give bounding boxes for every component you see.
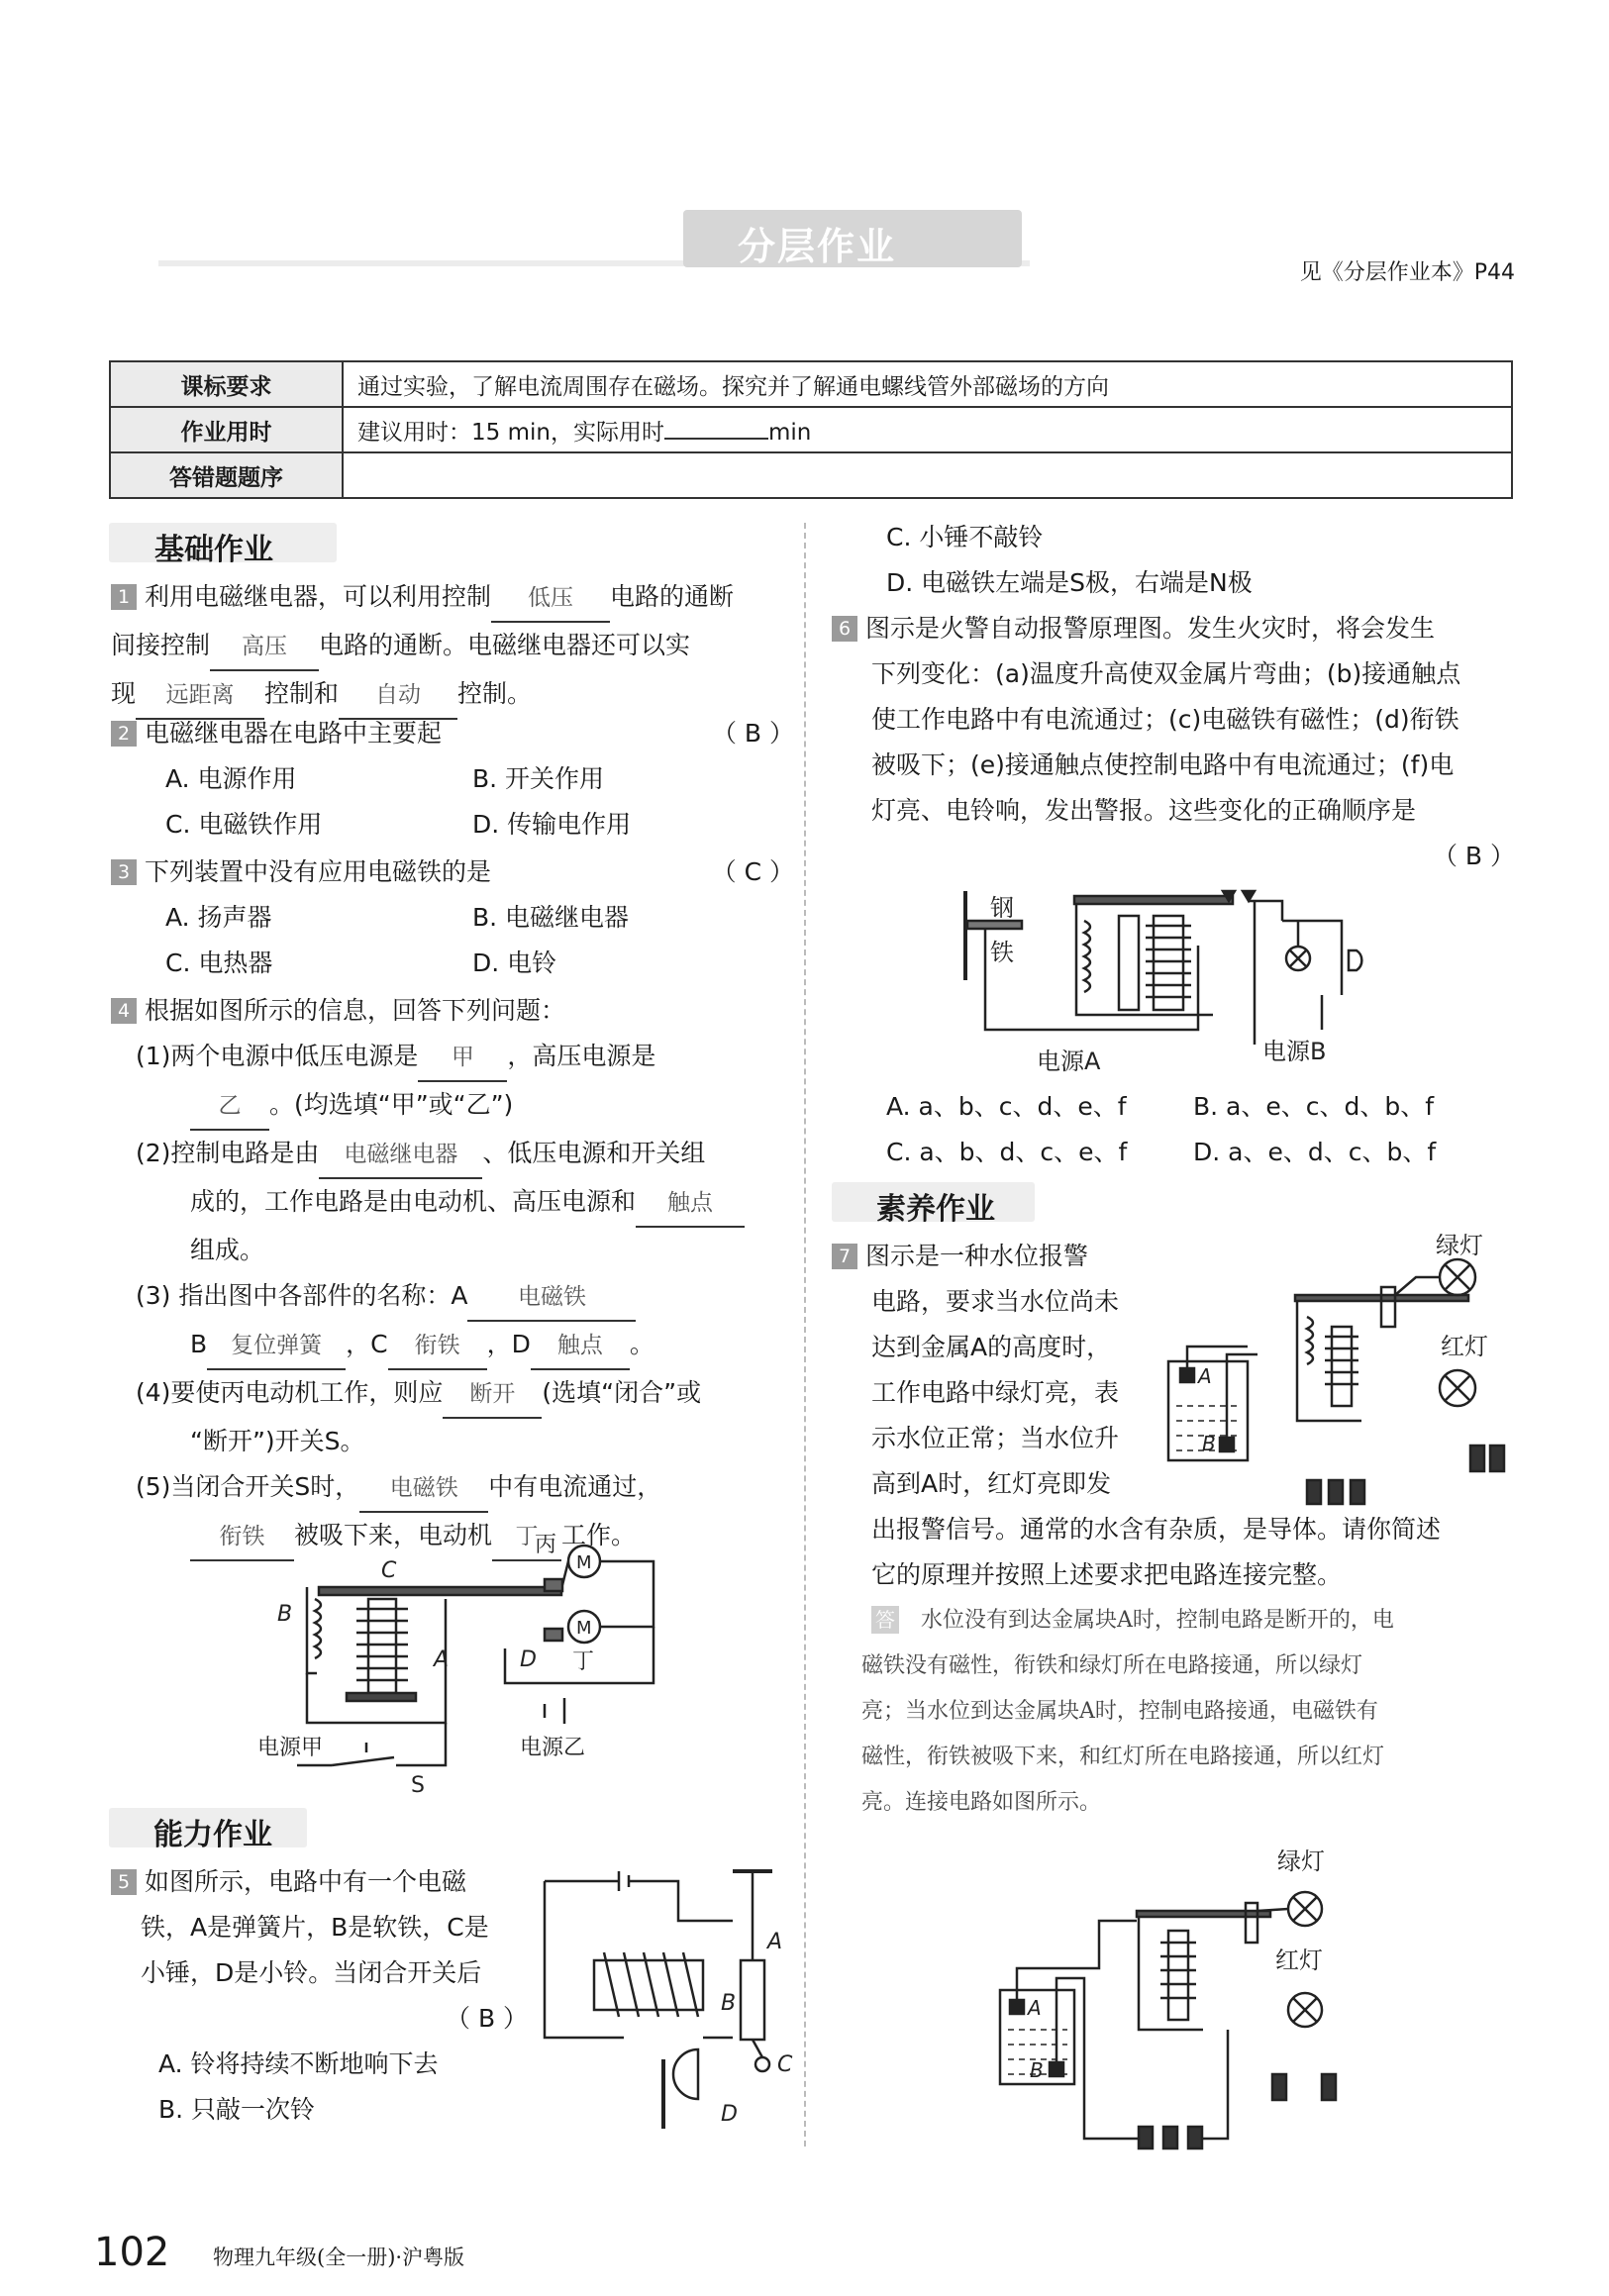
q7-text: 它的原理并按照上述要求把电路连接完整。 (871, 1560, 1343, 1589)
upper-contact (545, 1579, 562, 1591)
battery-icon (1490, 1446, 1504, 1471)
q4-text: (5)当闭合开关S时， (136, 1472, 360, 1501)
switch-s[interactable] (332, 1757, 394, 1765)
question-4 (111, 988, 794, 1561)
q5-text: 小锤，D是小铃。当闭合开关后 (141, 1958, 482, 1987)
q4-text: 工作。 (561, 1521, 637, 1549)
motor-label: M (576, 1552, 592, 1573)
label-iron: 铁 (990, 939, 1014, 966)
workbook-reference: 见《分层作业本》P44 (1299, 260, 1515, 285)
q5-text: 如图所示，电路中有一个电磁 (145, 1867, 467, 1896)
bell-D (673, 2049, 698, 2099)
option-d[interactable]: D. 电磁铁左端是S极，右端是N极 (886, 568, 1253, 597)
q6-text: 灯亮、电铃响，发出警报。这些变化的正确顺序是 (871, 796, 1417, 825)
page-title: 分层作业 (738, 225, 897, 268)
metal-block-A (1180, 1368, 1194, 1382)
question-number: 7 (832, 1244, 857, 1269)
contact-upper (1243, 891, 1255, 901)
lamp-cross (1293, 1897, 1317, 1921)
option-d[interactable]: D. 传输电作用 (472, 810, 632, 839)
q7-text: 工作电路中绿灯亮，表 (871, 1378, 1120, 1407)
label-C: C (777, 2052, 793, 2077)
option-a[interactable]: A. 电源作用 (165, 764, 297, 793)
q7-text: 电路，要求当水位尚未 (871, 1287, 1120, 1316)
fire-alarm-figure (955, 881, 1391, 1079)
q1-answer-3: 远距离 (136, 672, 264, 720)
iron-core (1168, 1931, 1188, 2020)
lamp-cross (1446, 1265, 1469, 1289)
label-green-lamp: 绿灯 (1436, 1232, 1483, 1259)
wire (1187, 1347, 1248, 1368)
option-c[interactable]: C. 小锤不敲铃 (886, 523, 1044, 551)
armature-bar (319, 1587, 561, 1595)
battery-icon (1329, 1480, 1343, 1504)
table-cell (343, 407, 1512, 452)
q1-answer-4: 自动 (339, 672, 457, 720)
control-wire (396, 1723, 446, 1765)
q4-answer: 电磁继电器 (319, 1132, 482, 1179)
label-red-lamp: 红灯 (1275, 1947, 1323, 1974)
question-7-cont (871, 1507, 1515, 1598)
label-A: A (434, 1647, 450, 1672)
section-basic-title: 基础作业 (154, 533, 273, 567)
q4-text: (4)要使丙电动机工作，则应 (136, 1378, 444, 1407)
table-row (110, 407, 1512, 452)
label-B: B (721, 1991, 737, 2016)
relay-post (1119, 916, 1139, 1010)
lamp-cross (1293, 1998, 1317, 2022)
option-c[interactable]: C. a、b、d、c、e、f (886, 1138, 1128, 1166)
q4-stem: 根据如图所示的信息，回答下列问题： (145, 996, 566, 1025)
q3-answer: （ C ） (711, 857, 794, 886)
label-B: B (1202, 1432, 1216, 1455)
electromagnet-coil (1146, 926, 1191, 997)
spring-coil (315, 1599, 321, 1658)
table-row (110, 452, 1512, 498)
electromagnet-coil (1160, 1943, 1196, 1998)
section-ability-title: 能力作业 (153, 1818, 272, 1852)
q4-text: 中有电流通过， (488, 1472, 662, 1501)
q6-answer: （ B ） (1432, 842, 1515, 870)
spring-coil (1084, 921, 1090, 992)
wire (1395, 1277, 1440, 1295)
wire (1257, 1909, 1288, 1911)
soft-iron-B (741, 1960, 764, 2040)
actual-time-blank[interactable] (664, 438, 768, 440)
wire (1017, 1921, 1137, 2000)
label-C: C (381, 1558, 397, 1583)
battery-icon (1272, 2074, 1286, 2100)
wire (1056, 1978, 1139, 2139)
label-B: B (277, 1602, 293, 1627)
hammer-arm (753, 2040, 762, 2057)
label-source-B: 电源B (1262, 1038, 1327, 1065)
battery-icon (1307, 1480, 1321, 1504)
question-number: 5 (111, 1869, 137, 1895)
q7-text: 高到A时，红灯亮即发 (871, 1469, 1112, 1498)
question-5 (111, 1859, 556, 1996)
option-b[interactable]: B. 只敲一次铃 (158, 2095, 316, 2124)
question-number: 1 (111, 584, 137, 610)
question-1 (111, 574, 794, 720)
q4-answer: 触点 (531, 1323, 630, 1370)
q1-text: 间接控制 (111, 631, 211, 659)
motor-label: M (576, 1618, 592, 1639)
label-B: B (1030, 2058, 1044, 2082)
work-wire (1282, 921, 1342, 995)
q6-text: 图示是火警自动报警原理图。发生火灾时，将会发生 (865, 614, 1436, 643)
q7-text: 出报警信号。通常的水含有杂质，是导体。请你简述 (871, 1515, 1442, 1544)
table-cell: 通过实验，了解电流周围存在磁场。探究并了解通电螺线管外部磁场的方向 (343, 361, 1512, 407)
water-alarm-figure (1158, 1232, 1515, 1505)
q1-text: 电路的通断 (610, 582, 735, 611)
battery-icon (1139, 2127, 1153, 2148)
q4-answer: 电磁铁 (359, 1465, 488, 1513)
label-source-jia: 电源甲 (257, 1736, 324, 1760)
battery-icon (1163, 2127, 1177, 2148)
label-bing: 丙 (535, 1533, 557, 1557)
option-b[interactable]: B. a、e、c、d、b、f (1193, 1092, 1435, 1121)
label-A: A (1198, 1364, 1212, 1388)
question-number: 2 (111, 721, 137, 747)
label-D: D (520, 1647, 537, 1672)
electromagnet-coil (1325, 1337, 1358, 1384)
question-number: 4 (111, 998, 137, 1024)
q6-text: 下列变化：(a)温度升高使双金属片弯曲；(b)接通触点 (871, 659, 1461, 688)
relay-frame (1139, 1917, 1203, 2030)
wire (1202, 2030, 1228, 2139)
column-divider (804, 523, 806, 2146)
q1-text: 现 (111, 679, 137, 708)
wrong-answers-cell[interactable] (343, 452, 1512, 498)
q4-text: ，C (346, 1330, 388, 1358)
suggested-time: 建议用时：15 min，实际用时 (357, 419, 664, 446)
question-number: 6 (832, 616, 857, 642)
answer-line: 水位没有到达金属块A时，控制电路是断开的，电 (921, 1608, 1394, 1633)
q2-answer: （ B ） (711, 719, 794, 748)
armature (1074, 896, 1233, 904)
lower-contact (545, 1629, 562, 1641)
q6-text: 被吸下；(e)接通触点使控制电路中有电流通过；(f)电 (871, 750, 1455, 779)
answer-line: 亮。连接电路如图所示。 (861, 1790, 1102, 1815)
q4-text: (3) 指出图中各部件的名称：A (136, 1281, 468, 1310)
q4-answer: 断开 (443, 1371, 542, 1419)
q1-text: 控制。 (457, 679, 533, 708)
q4-answer: 甲 (418, 1035, 507, 1082)
q4-text: B (190, 1330, 208, 1358)
q4-text: (1)两个电源中低压电源是 (136, 1042, 419, 1070)
label-switch: S (411, 1773, 425, 1798)
book-title: 物理九年级(全一册)·沪粤版 (213, 2246, 465, 2269)
q5-answer: （ B ） (446, 2004, 529, 2033)
question-3 (111, 849, 794, 986)
work-wire (600, 1561, 654, 1627)
electromagnet-coil (356, 1609, 408, 1680)
hammer-C (755, 2057, 769, 2071)
work-wire (562, 1561, 568, 1585)
contact-post (1381, 1287, 1395, 1327)
label-red-lamp: 红灯 (1441, 1333, 1488, 1360)
label-D: D (721, 2102, 738, 2127)
q4-answer: 电磁铁 (467, 1274, 636, 1322)
battery-icon (1351, 1480, 1364, 1504)
q4-text: 。 (629, 1330, 654, 1358)
contact-post (1246, 1903, 1257, 1943)
q1-answer-1: 低压 (491, 575, 610, 623)
q1-answer-2: 高压 (210, 624, 319, 671)
table-header-cell: 课标要求 (110, 361, 343, 407)
spring-coil (1307, 1317, 1313, 1364)
q4-answer: 衔铁 (190, 1514, 294, 1561)
q4-answer: 乙 (190, 1083, 269, 1131)
q4-text: ，高压电源是 (507, 1042, 656, 1070)
question-6 (832, 606, 1515, 879)
option-a[interactable]: A. a、b、c、d、e、f (886, 1092, 1127, 1121)
q4-text: 、低压电源和开关组 (482, 1139, 706, 1167)
q1-text: 控制和 (264, 679, 340, 708)
section-literacy-title: 素养作业 (876, 1192, 995, 1227)
q7-text: 示水位正常；当水位升 (871, 1424, 1120, 1452)
label-green-lamp: 绿灯 (1277, 1847, 1325, 1875)
water-alarm-answer-figure (990, 1847, 1366, 2148)
time-unit: min (767, 419, 812, 446)
question-7 (832, 1234, 1158, 1507)
electromagnet-coil (604, 1952, 698, 2017)
bell-icon (1349, 950, 1361, 970)
q7-text: 达到金属A的高度时， (871, 1333, 1112, 1361)
option-d[interactable]: D. a、e、d、c、b、f (1193, 1138, 1437, 1166)
answer-line: 亮；当水位到达金属块A时，控制电路接通，电磁铁有 (861, 1699, 1378, 1724)
option-a[interactable]: A. 扬声器 (165, 903, 272, 932)
wire (1227, 1354, 1257, 1438)
q5-text: 铁，A是弹簧片，B是软铁，C是 (141, 1913, 489, 1942)
label-source-yi: 电源乙 (520, 1736, 586, 1760)
table-header-cell: 答错题题序 (110, 452, 343, 498)
battery-icon (1470, 1446, 1484, 1471)
q4-text: 。(均选填“甲”或“乙”) (269, 1090, 514, 1119)
q1-text: 利用电磁继电器，可以利用控制 (145, 582, 492, 611)
control-circuit-wire (307, 1599, 446, 1723)
q6-text: 使工作电路中有电流通过；(c)电磁铁有磁性；(d)衔铁 (871, 705, 1459, 734)
q4-text: (2)控制电路是由 (136, 1139, 320, 1167)
label-ding: 丁 (572, 1649, 595, 1674)
q7-text: 图示是一种水位报警 (865, 1242, 1089, 1270)
table-header-cell: 作业用时 (110, 407, 343, 452)
q1-text: 电路的通断。电磁继电器还可以实 (319, 631, 691, 659)
q3-stem: 下列装置中没有应用电磁铁的是 (145, 857, 492, 886)
lamp-cross (1290, 950, 1306, 966)
option-d[interactable]: D. 电铃 (472, 948, 557, 977)
q4-answer: 复位弹簧 (207, 1323, 346, 1370)
question-2 (111, 711, 794, 848)
requirement-table (109, 360, 1513, 499)
metal-block-B (1050, 2062, 1063, 2076)
label-steel: 钢 (990, 894, 1014, 922)
label-A: A (767, 1930, 783, 1954)
q4-text: “断开”)开关S。 (190, 1427, 365, 1455)
q7-answer-text (861, 1598, 1515, 1826)
armature (1137, 1911, 1270, 1917)
option-b[interactable]: B. 开关作用 (472, 764, 605, 793)
option-c[interactable]: C. 电磁铁作用 (165, 810, 323, 839)
q4-answer: 丁 (492, 1514, 561, 1561)
q4-text: (选填“闭合”或 (542, 1378, 702, 1407)
bell-circuit-figure (525, 1861, 802, 2129)
label-A: A (1028, 1996, 1042, 2020)
q2-stem: 电磁继电器在电路中主要起 (145, 719, 443, 748)
answer-line: 磁性，衔铁被吸下来，和红灯所在电路接通，所以红灯 (861, 1745, 1385, 1769)
page-number: 102 (94, 2230, 170, 2275)
option-a[interactable]: A. 铃将持续不断地响下去 (158, 2049, 439, 2078)
answer-mark: 答 (871, 1606, 899, 1634)
q4-text: 被吸下来，电动机 (294, 1521, 493, 1549)
wire (629, 1881, 733, 1921)
battery-icon (1322, 2074, 1336, 2100)
q4-answer: 衔铁 (388, 1323, 487, 1370)
bimetal-strip (967, 921, 1022, 929)
q4-text: 组成。 (190, 1236, 265, 1264)
table-row (110, 361, 1512, 407)
option-b[interactable]: B. 电磁继电器 (472, 903, 630, 932)
question-number: 3 (111, 859, 137, 885)
iron-core (1332, 1327, 1352, 1406)
q4-answer: 触点 (636, 1180, 745, 1228)
label-source-A: 电源A (1037, 1048, 1101, 1075)
battery-icon (1188, 2127, 1202, 2148)
metal-block-B (1220, 1438, 1234, 1451)
metal-block-A (1010, 2000, 1024, 2014)
option-c[interactable]: C. 电热器 (165, 948, 273, 977)
relay-base (347, 1693, 416, 1701)
q4-text: 成的，工作电路是由电动机、高压电源和 (190, 1187, 637, 1216)
q4-text: ，D (486, 1330, 531, 1358)
answer-line: 磁铁没有磁性，衔铁和绿灯所在电路接通，所以绿灯 (861, 1653, 1363, 1678)
relay-frame (1076, 904, 1213, 1015)
lamp-cross (1446, 1376, 1469, 1400)
